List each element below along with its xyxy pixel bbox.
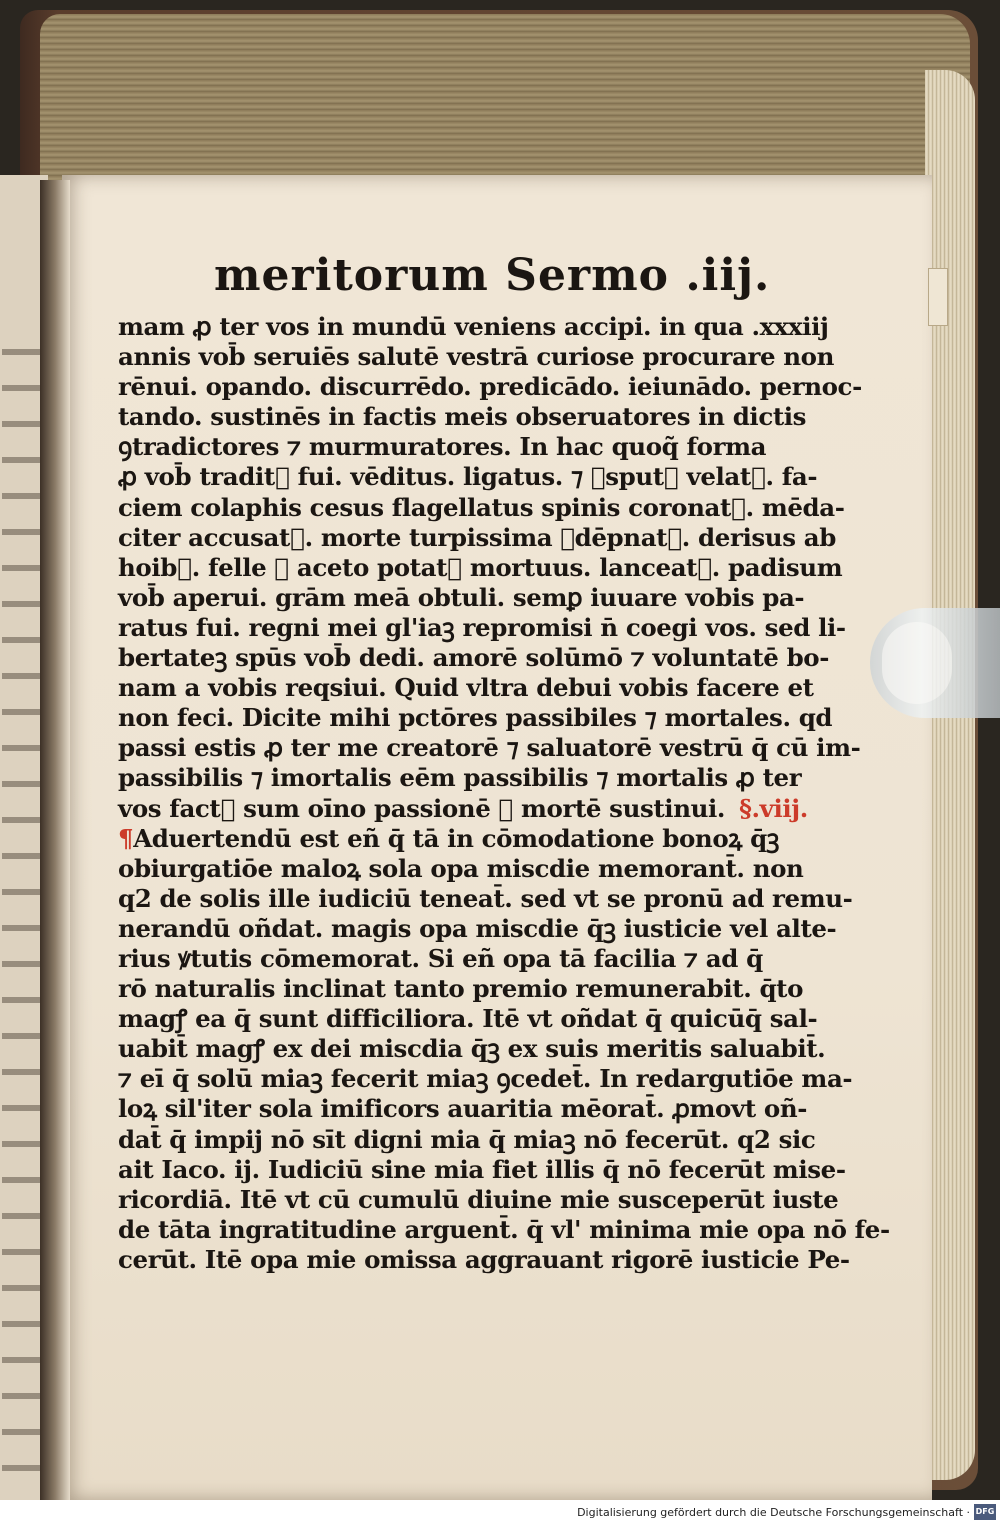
text-line: hoib᷒. felle ⁊ aceto potat᷒ mortuus. lanceat᷒. padisum [118, 552, 843, 582]
text-line: obiurgatiōe maloꝝ sola opa miscdie memorant̄. non [118, 853, 804, 883]
text-line: non feci. Dicite mihi pctōres passibiles ⁊ mortales. qd [118, 703, 833, 733]
text-line: magꝭ ea q̄ sunt difficiliora. Itē vt oñdat q̄ quicūq̄ sal- [118, 1004, 818, 1034]
text-line: loꝝ sil'iter sola imificors auaritia mēorat̄. ꝓmovt oñ- [118, 1094, 807, 1124]
text-line: ⁊ eī q̄ solū miaꝫ fecerit miaꝫ ꝯcedet̄. In redargutiōe ma- [118, 1064, 853, 1094]
text-line: ait Iaco. ij. Iudiciū sine mia fiet illis q̄ nō fecerūt mise- [118, 1154, 846, 1184]
text-line: passibilis ⁊ imortalis eēm passibilis ⁊ mortalis ꝓ ter [118, 763, 802, 793]
book-gutter [40, 180, 70, 1500]
text-line: ꝯtradictores ⁊ murmuratores. In hac quoq̃ forma [118, 432, 767, 462]
text-line: mam ꝓ ter vos in mundū veniens accipi. in qua .xxxiij [118, 312, 829, 341]
text-line: cerūt. Itē opa mie omissa aggrauant rigorē iusticie Pe- [118, 1244, 850, 1274]
text-line: vob̄ aperui. grām meā obtuli. semꝑ iuuare vobis pa- [118, 582, 805, 612]
text-line: bertateꝫ spūs vob̄ dedi. amorē solūmō ⁊ voluntatē bo- [118, 643, 830, 673]
pilcrow-icon: ¶ [118, 823, 134, 853]
text-line: ricordiā. Itē vt cū cumulū diuine mie susceperūt iuste [118, 1184, 839, 1214]
text-line: annis vob̄ seruiēs salutē vestrā curiose procurare non [118, 342, 835, 372]
footer-bar [0, 1500, 1000, 1525]
text-line: de tāta ingratitudine arguent̄. q̄ vl' minima mie opa nō fe- [118, 1214, 890, 1244]
text-line: rius ꝟtutis cōmemorat. Si eñ opa tā facilia ⁊ ad q̄ [118, 943, 763, 973]
paragraph-main [118, 312, 862, 824]
text-line: tando. sustinēs in factis meis obseruatores in dictis [118, 402, 807, 432]
text-line: uabit̄ magꝭ ex dei miscdia q̄ꝫ ex suis meritis saluabit̄. [118, 1034, 826, 1064]
page-tab [928, 268, 948, 326]
text-line: ratus fui. regni mei gl'iaꝫ repromisi n̄ coegi vos. sed li- [118, 612, 846, 642]
text-line: rō naturalis inclinat tanto premio remunerabit. q̄to [118, 974, 804, 1004]
text-line: nerandū oñdat. magis opa miscdie q̄ꝫ iusticie vel alte- [118, 913, 837, 943]
text-line-content: Aduertendū est eñ q̄ tā in cōmodatione bonoꝝ q̄ꝫ [133, 823, 780, 853]
text-line: passi estis ꝓ ter me creatorē ⁊ saluatorē vestrū q̄ cū im- [118, 733, 861, 763]
dfg-logo: DFG [974, 1504, 996, 1520]
rubric-section-mark: §.viij. [739, 793, 808, 823]
text-line: citer accusat᷒. morte turpissima ꝯdēpnat᷒. derisus ab [118, 522, 836, 552]
text-line: nam a vobis reqsiui. Quid vltra debui vobis facere et [118, 673, 814, 703]
text-line [118, 793, 808, 824]
page-headline: meritorum Sermo .iij. [214, 250, 771, 301]
text-line: ꝓ vob̄ tradit᷒ fui. vēditus. ligatus. ⁊ ꝯsput᷒ velat᷒. fa- [118, 462, 818, 492]
text-line: rēnui. opando. discurrēdo. predicādo. ieiunādo. pernoc- [118, 372, 862, 402]
text-line: q2 de solis ille iudiciū teneat̄. sed vt se pronū ad remu- [118, 883, 853, 913]
text-line-content: vos fact᷒ sum oīno passionē ⁊ mortē sustinui. [118, 793, 726, 823]
text-line: dat̄ q̄ impij nō sīt digni mia q̄ miaꝫ nō fecerūt. q2 sic [118, 1124, 816, 1154]
funding-credit: Digitalisierung gefördert durch die Deutsche Forschungsgemeinschaft · [577, 1506, 970, 1519]
text-line: ciem colaphis cesus flagellatus spinis coronat᷒. mēda- [118, 492, 845, 522]
page-text-block [118, 246, 890, 1275]
paragraph-section [118, 823, 890, 1275]
text-line [118, 824, 778, 854]
glass-page-clip [870, 608, 1000, 718]
